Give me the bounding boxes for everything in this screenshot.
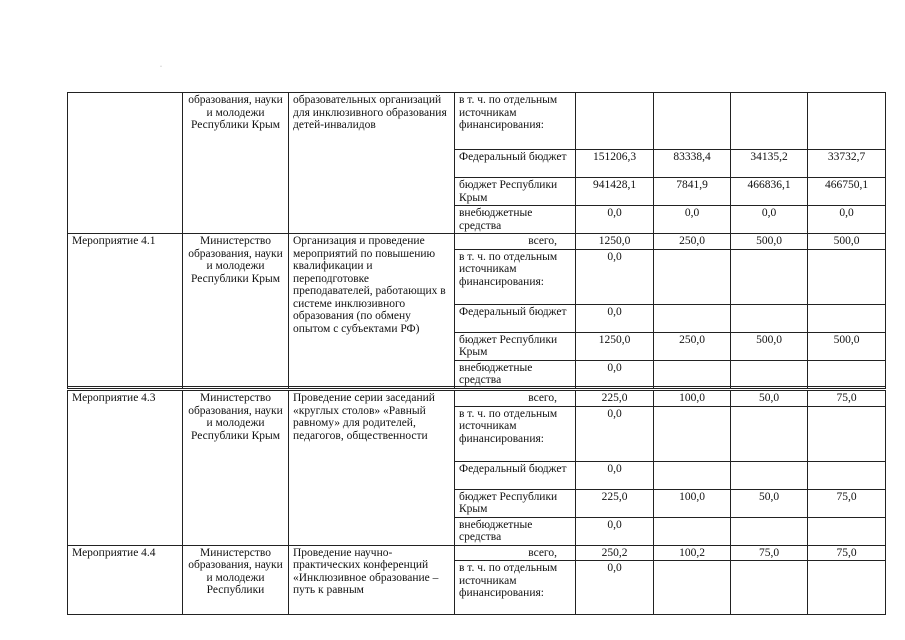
source-cell-total: всего, (455, 234, 576, 250)
value-cell (731, 360, 808, 388)
source-cell: в т. ч. по отдельным источникам финансирования: (455, 561, 576, 615)
value-cell: 500,0 (808, 234, 886, 250)
source-cell: бюджет Республики Крым (455, 178, 576, 206)
value-cell (731, 461, 808, 489)
financing-table-lower (67, 390, 886, 615)
source-cell-total: всего, (455, 545, 576, 561)
source-cell: бюджет Республики Крым (455, 332, 576, 360)
executor-cell: Министерство образования, науки и молодежи Республики Крым (183, 234, 289, 389)
value-cell: 250,0 (654, 332, 731, 360)
value-cell (731, 517, 808, 545)
value-cell (731, 561, 808, 615)
value-cell (808, 406, 886, 461)
source-cell: внебюджетные средства (455, 206, 576, 234)
value-cell: 0,0 (808, 206, 886, 234)
value-cell (654, 561, 731, 615)
value-cell (654, 304, 731, 332)
value-cell: 500,0 (808, 332, 886, 360)
value-cell: 225,0 (576, 391, 654, 407)
value-cell (654, 93, 731, 150)
value-cell (654, 517, 731, 545)
value-cell (731, 93, 808, 150)
source-cell: в т. ч. по отдельным источникам финансирования: (455, 406, 576, 461)
value-cell (808, 304, 886, 332)
value-cell: 75,0 (731, 545, 808, 561)
source-cell: внебюджетные средства (455, 360, 576, 388)
value-cell: 100,2 (654, 545, 731, 561)
page-mark: · (160, 64, 162, 70)
value-cell (808, 360, 886, 388)
value-cell: 941428,1 (576, 178, 654, 206)
value-cell: 34135,2 (731, 150, 808, 178)
value-cell: 500,0 (731, 332, 808, 360)
source-cell: в т. ч. по отдельным источникам финансирования: (455, 249, 576, 304)
source-cell: Федеральный бюджет (455, 461, 576, 489)
value-cell (808, 249, 886, 304)
value-cell (654, 360, 731, 388)
value-cell: 0,0 (576, 360, 654, 388)
value-cell: 0,0 (576, 206, 654, 234)
value-cell: 500,0 (731, 234, 808, 250)
value-cell: 225,0 (576, 489, 654, 517)
value-cell: 50,0 (731, 489, 808, 517)
source-cell-total: всего, (455, 391, 576, 407)
value-cell: 100,0 (654, 489, 731, 517)
value-cell: 0,0 (576, 461, 654, 489)
value-cell (808, 561, 886, 615)
activity-name-cell: Мероприятие 4.1 (68, 234, 183, 389)
value-cell (731, 304, 808, 332)
value-cell: 466750,1 (808, 178, 886, 206)
value-cell: 0,0 (576, 249, 654, 304)
executor-cell: Министерство образования, науки и молодежи Республики Крым (183, 391, 289, 546)
value-cell: 466836,1 (731, 178, 808, 206)
activity-name-cell: Мероприятие 4.4 (68, 545, 183, 615)
value-cell: 75,0 (808, 391, 886, 407)
value-cell (808, 93, 886, 150)
source-cell: в т. ч. по отдельным источникам финансирования: (455, 93, 576, 150)
source-cell: Федеральный бюджет (455, 304, 576, 332)
value-cell: 0,0 (576, 304, 654, 332)
value-cell (654, 249, 731, 304)
value-cell: 75,0 (808, 545, 886, 561)
value-cell: 33732,7 (808, 150, 886, 178)
value-cell (654, 406, 731, 461)
value-cell: 0,0 (576, 517, 654, 545)
value-cell: 151206,3 (576, 150, 654, 178)
activity-name-cell: Мероприятие 4.3 (68, 391, 183, 546)
value-cell: 75,0 (808, 489, 886, 517)
executor-cell: образования, науки и молодежи Республики Крым (183, 93, 289, 234)
value-cell (731, 406, 808, 461)
value-cell: 0,0 (731, 206, 808, 234)
description-cell: Проведение серии заседаний «круглых столов» «Равный равному» для родителей, педагогов, общественности (289, 391, 455, 546)
value-cell: 0,0 (576, 406, 654, 461)
source-cell: бюджет Республики Крым (455, 489, 576, 517)
value-cell: 1250,0 (576, 332, 654, 360)
description-cell: Организация и проведение мероприятий по повышению квалификации и переподготовке преподавателей, работающих в системе инклюзивного образования (по обмену опытом с субъектами РФ) (289, 234, 455, 389)
value-cell: 250,0 (654, 234, 731, 250)
value-cell: 0,0 (576, 561, 654, 615)
source-cell: Федеральный бюджет (455, 150, 576, 178)
value-cell: 0,0 (654, 206, 731, 234)
value-cell (654, 461, 731, 489)
value-cell: 50,0 (731, 391, 808, 407)
value-cell: 83338,4 (654, 150, 731, 178)
activity-name-cell (68, 93, 183, 234)
description-cell: образовательных организаций для инклюзивного образования детей-инвалидов (289, 93, 455, 234)
description-cell: Проведение научно-практических конференций «Инклюзивное образование – путь к равным (289, 545, 455, 615)
value-cell: 250,2 (576, 545, 654, 561)
value-cell (808, 461, 886, 489)
value-cell (731, 249, 808, 304)
value-cell (808, 517, 886, 545)
executor-cell: Министерство образования, науки и молодежи Республики (183, 545, 289, 615)
source-cell: внебюджетные средства (455, 517, 576, 545)
value-cell: 1250,0 (576, 234, 654, 250)
financing-table-upper (67, 92, 886, 389)
section-divider (67, 386, 885, 387)
value-cell: 7841,9 (654, 178, 731, 206)
value-cell (576, 93, 654, 150)
value-cell: 100,0 (654, 391, 731, 407)
